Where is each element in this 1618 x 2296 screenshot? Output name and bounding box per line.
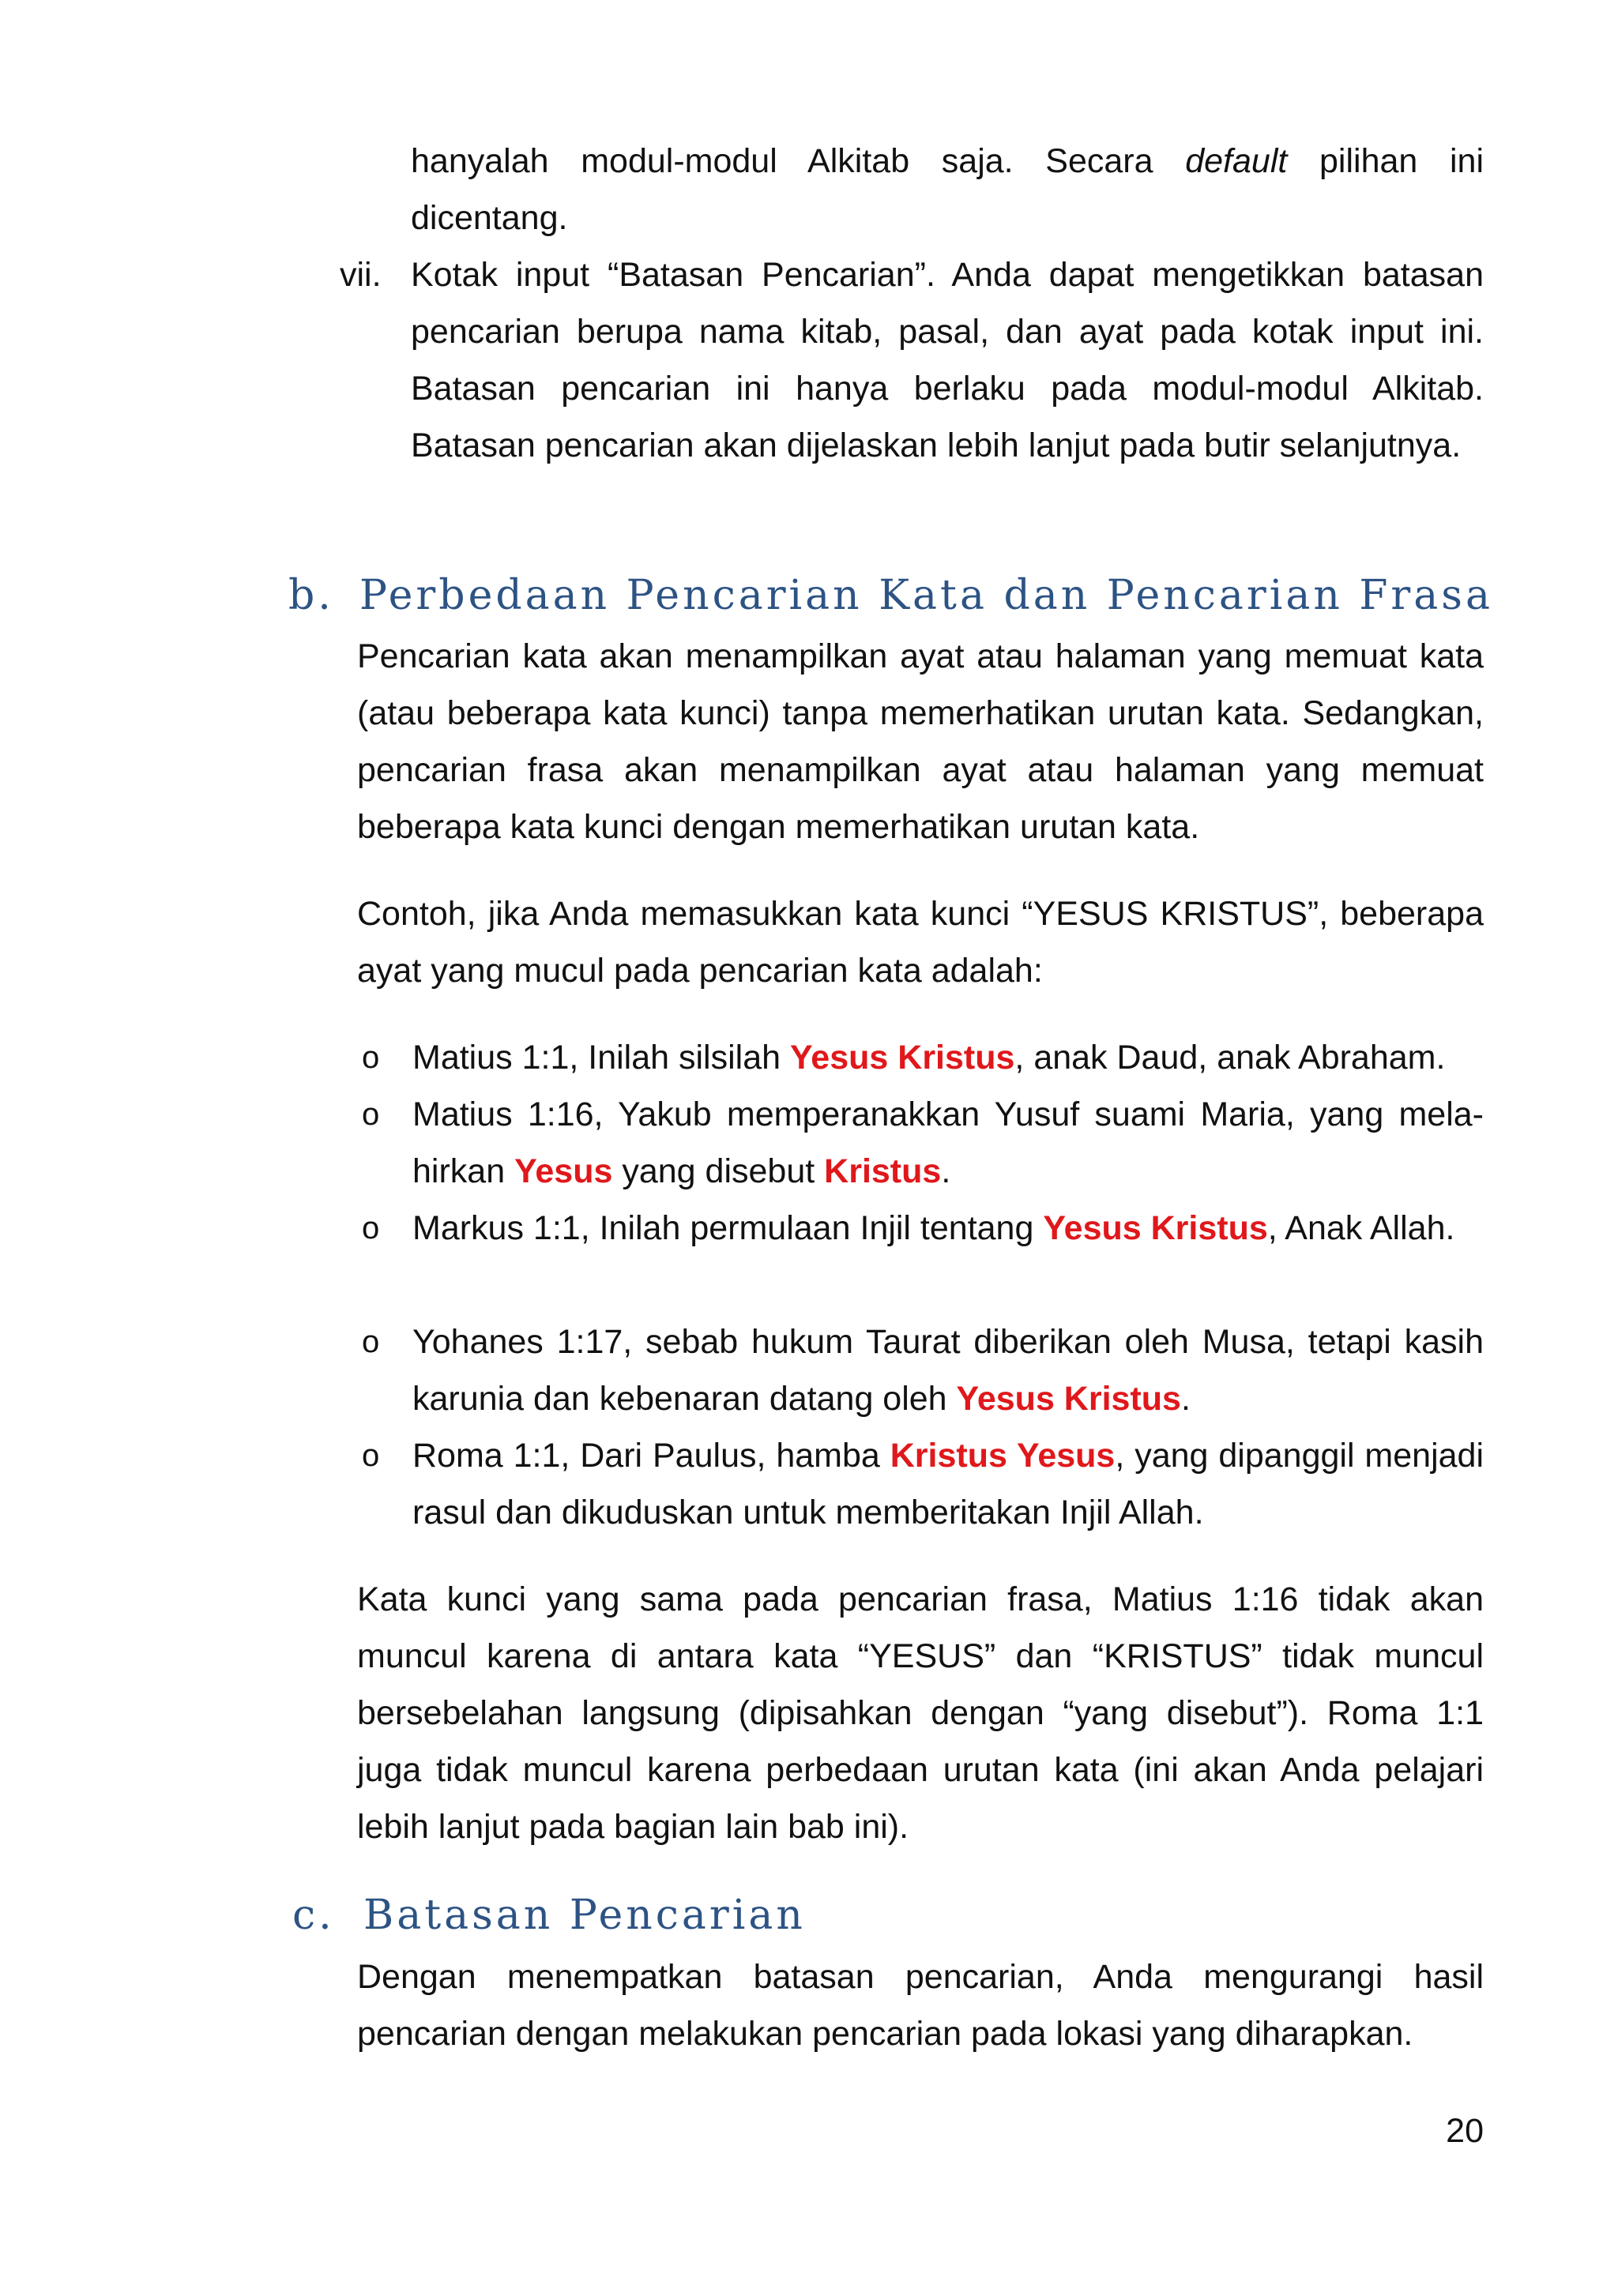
bullet-marker: o <box>362 1211 380 1246</box>
section-c-title: Batasan Pencarian <box>363 1892 806 1939</box>
list-marker-vii: vii. <box>340 256 382 294</box>
bullet-marker: o <box>362 1097 380 1132</box>
section-b-marker: b. <box>288 572 334 619</box>
section-b-paragraph-1: Pencarian kata akan menampilkan ayat atau halaman yang memuat kata (atau beberapa kata kunci) tanpa memerhatikan urutan kata. Sedangkan, pencarian frasa akan menampilkan ayat atau halaman yang memuat beberapa kata kunci dengan memerhatikan urutan kata. <box>357 637 1484 846</box>
section-c-marker: c. <box>292 1892 335 1939</box>
page-number: 20 <box>1446 2112 1484 2150</box>
section-b-title: Perbedaan Pencarian Kata dan Pencarian Frasa <box>359 572 1493 619</box>
section-b-heading <box>288 567 1493 624</box>
highlight-term: Yesus Kristus <box>1043 1209 1268 1247</box>
section-b-paragraph-2: Contoh, jika Anda memasukkan kata kunci “YESUS KRISTUS”, beberapa ayat yang mucul pada pencarian kata adalah: <box>357 895 1484 990</box>
section-c-paragraph-1: Dengan menempatkan batasan pencarian, Anda mengurangi hasil pencarian dengan melakukan pencarian pada lokasi yang diharapkan. <box>357 1958 1484 2053</box>
highlight-term: Kristus Yesus <box>890 1437 1116 1475</box>
highlight-term: Yesus <box>514 1152 613 1190</box>
list-item-vii: Kotak input “Batasan Pencarian”. Anda dapat mengetikkan batasan pencarian berupa nama kitab, pasal, dan ayat pada kotak input ini. Batasan pencarian ini hanya berlaku pada modul-modul Alkitab. Batasan pencarian akan dijelaskan lebih lanjut pada butir selanjutnya. <box>411 256 1484 464</box>
highlight-term: Yesus Kristus <box>790 1039 1015 1077</box>
bullet-marker: o <box>362 1040 380 1075</box>
bullet-marker: o <box>362 1438 380 1473</box>
bullet-item-4: Yohanes 1:17, sebab hukum Taurat diberikan oleh Musa, tetapi kasih karunia dan kebenaran datang oleh Yesus Kristus. <box>412 1323 1484 1418</box>
highlight-term: Yesus Kristus <box>956 1380 1181 1418</box>
bullet-item-3: Markus 1:1, Inilah permulaan Injil tentang Yesus Kristus, Anak Allah. <box>412 1209 1455 1247</box>
section-b-paragraph-3: Kata kunci yang sama pada pencarian frasa, Matius 1:16 tidak akan muncul karena di antara kata “YESUS” dan “KRISTUS” tidak muncul bersebelahan langsung (dipisahkan dengan “yang disebut”). Roma 1:1 juga tidak muncul karena perbedaan urutan kata (ini akan Anda pelajari lebih lanjut pada bagian lain bab ini). <box>357 1580 1484 1846</box>
italic-term: default <box>1185 142 1288 180</box>
section-c-heading <box>292 1887 806 1944</box>
bullet-marker: o <box>362 1325 380 1359</box>
highlight-term: Kristus <box>824 1152 942 1190</box>
bullet-item-5: Roma 1:1, Dari Paulus, hamba Kristus Yesus, yang dipanggil menjadi rasul dan dikuduskan untuk memberitakan Injil Allah. <box>412 1437 1484 1531</box>
bullet-item-2: Matius 1:16, Yakub memperanakkan Yusuf suami Maria, yang mela-hirkan Yesus yang disebut Kristus. <box>412 1095 1484 1190</box>
bullet-item-1: Matius 1:1, Inilah silsilah Yesus Kristus, anak Daud, anak Abraham. <box>412 1039 1446 1077</box>
list-item-continuation: hanyalah modul-modul Alkitab saja. Secara default pilihan ini dicentang. <box>411 142 1484 237</box>
